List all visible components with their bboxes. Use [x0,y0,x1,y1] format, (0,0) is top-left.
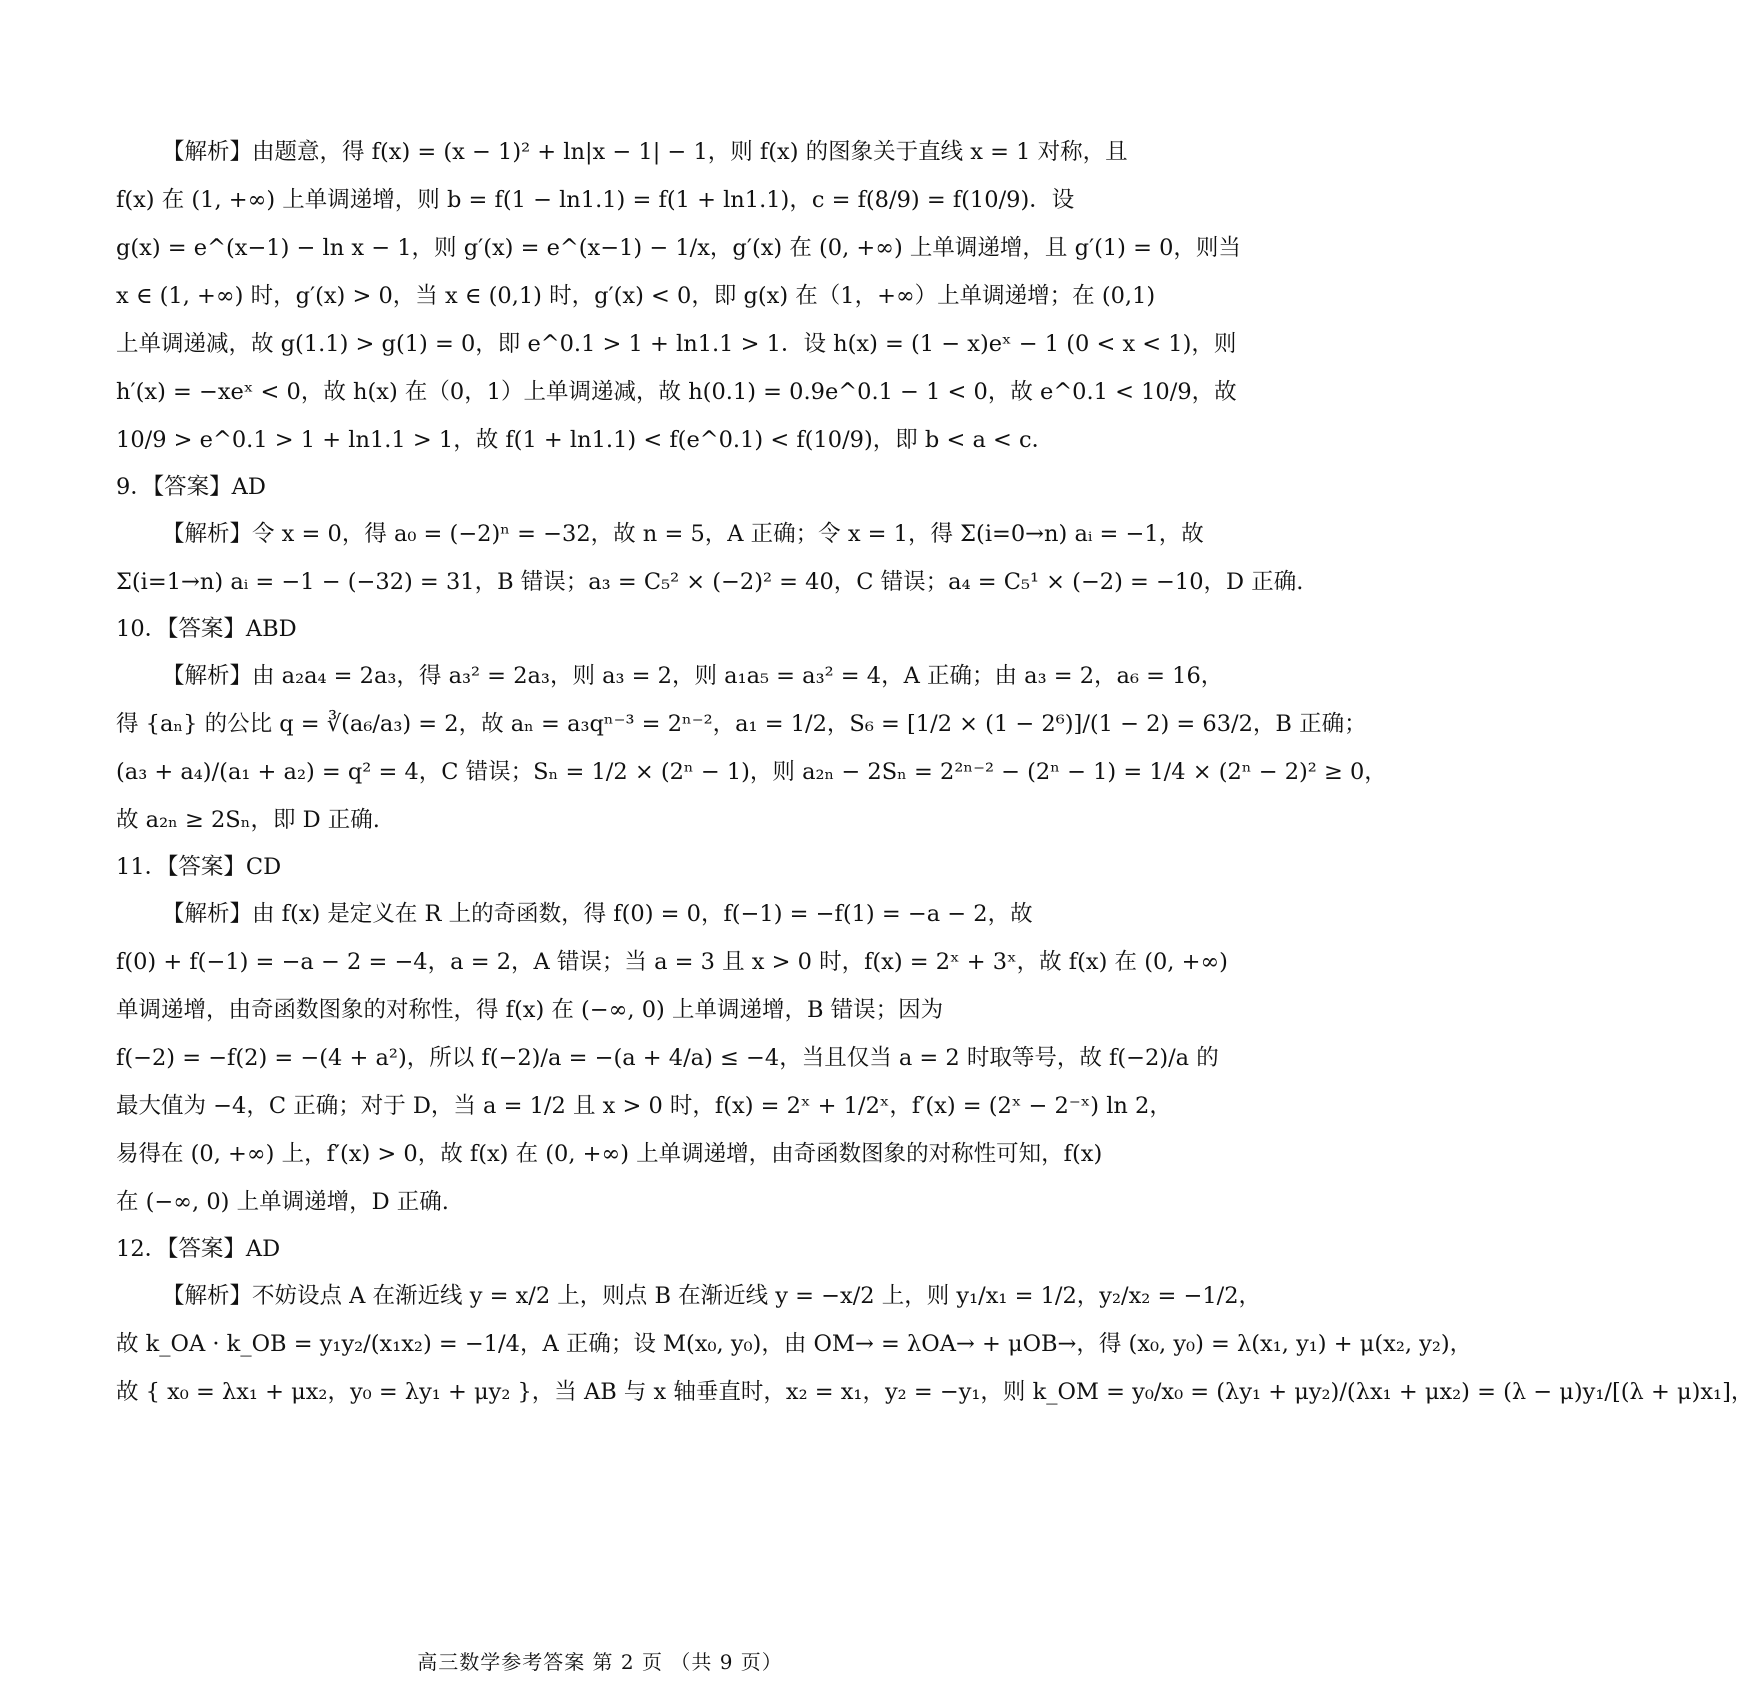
analysis-line: f(0) + f(−1) = −a − 2 = −4，a = 2，A 错误；当 a = 3 且 x > 0 时，f(x) = 2ˣ + 3ˣ，故 f(x) 在 (0, +∞) [116,949,1228,975]
analysis-line: g(x) = e^(x−1) − ln x − 1，则 g′(x) = e^(x−1) − 1/x，g′(x) 在 (0, +∞) 上单调递增，且 g′(1) = 0，则当 [116,235,1241,261]
analysis-first-line: 【解析】不妨设点 A 在渐近线 y = x/2 上，则点 B 在渐近线 y = −x/2 上，则 y₁/x₁ = 1/2，y₂/x₂ = −1/2， [162,1283,1262,1309]
section-q11 [116,844,1228,1226]
analysis-first-line: 【解析】由 f(x) 是定义在 R 上的奇函数，得 f(0) = 0，f(−1) = −f(1) = −a − 2，故 [162,901,1033,927]
analysis-first-line: 【解析】由 a₂a₄ = 2a₃，得 a₃² = 2a₃，则 a₃ = 2，则 a₁a₅ = a₃² = 4，A 正确；由 a₃ = 2，a₆ = 16， [162,663,1224,689]
analysis-line: x ∈ (1, +∞) 时，g′(x) > 0，当 x ∈ (0,1) 时，g′(x) < 0，即 g(x) 在（1，+∞）上单调递增；在 (0,1) [116,283,1156,309]
analysis-line: 故 a₂ₙ ≥ 2Sₙ，即 D 正确. [116,807,380,833]
analysis-line: 易得在 (0, +∞) 上，f′(x) > 0，故 f(x) 在 (0, +∞) 上单调递增，由奇函数图象的对称性可知，f(x) [116,1141,1103,1167]
section-q10 [116,606,1387,844]
analysis-line: h′(x) = −xeˣ < 0，故 h(x) 在（0，1）上单调递减，故 h(0.1) = 0.9e^0.1 − 1 < 0，故 e^0.1 < 10/9，故 [116,379,1237,405]
analysis-line: 最大值为 −4，C 正确；对于 D，当 a = 1/2 且 x > 0 时，f(x) = 2ˣ + 1/2ˣ，f′(x) = (2ˣ − 2⁻ˣ) ln 2， [116,1093,1172,1119]
analysis-line: 上单调递减，故 g(1.1) > g(1) = 0，即 e^0.1 > 1 + ln1.1 > 1．设 h(x) = (1 − x)eˣ − 1 (0 < x < 1)，则 [116,331,1237,357]
analysis-line: 得 {aₙ} 的公比 q = ∛(a₆/a₃) = 2，故 aₙ = a₃qⁿ⁻³ = 2ⁿ⁻²，a₁ = 1/2，S₆ = [1/2 × (1 − 2⁶)]/(1 − 2) = 63/2，B 正确； [116,711,1367,737]
analysis-line: 在 (−∞, 0) 上单调递增，D 正确. [116,1189,449,1215]
analysis-line: 故 { x₀ = λx₁ + μx₂，y₀ = λy₁ + μy₂ }，当 AB 与 x 轴垂直时，x₂ = x₁，y₂ = −y₁，则 k_OM = y₀/x₀ = (λy₁ + μy₂)/(λx₁ + μx₂) = (λ − μ)y₁/[(λ + μ)x₁]， [116,1379,1753,1405]
analysis-line: 10/9 > e^0.1 > 1 + ln1.1 > 1，故 f(1 + ln1.1) < f(e^0.1) < f(10/9)，即 b < a < c． [116,427,1055,453]
answer-heading: 11．【答案】CD [116,854,282,880]
answer-heading: 9．【答案】AD [116,474,266,500]
analysis-first-line: 【解析】由题意，得 f(x) = (x − 1)² + ln|x − 1| − 1，则 f(x) 的图象关于直线 x = 1 对称，且 [162,139,1128,165]
answer-heading: 12．【答案】AD [116,1236,281,1262]
section-q8-analysis [116,128,1241,464]
analysis-line: f(x) 在 (1, +∞) 上单调递增，则 b = f(1 − ln1.1) = f(1 + ln1.1)，c = f(8/9) = f(10/9)．设 [116,187,1075,213]
page-footer: 高三数学参考答案 第 2 页 （共 9 页） [417,1650,783,1674]
analysis-line: 单调递增，由奇函数图象的对称性，得 f(x) 在 (−∞, 0) 上单调递增，B 错误；因为 [116,997,944,1023]
analysis-line: 故 k_OA · k_OB = y₁y₂/(x₁x₂) = −1/4，A 正确；设 M(x₀, y₀)，由 OM→ = λOA→ + μOB→，得 (x₀, y₀) = λ(x₁, y₁) + μ(x₂, y₂)， [116,1331,1473,1357]
analysis-line: Σ(i=1→n) aᵢ = −1 − (−32) = 31，B 错误；a₃ = C₅² × (−2)² = 40，C 错误；a₄ = C₅¹ × (−2) = −10，D 正确. [116,569,1304,595]
analysis-line: f(−2) = −f(2) = −(4 + a²)，所以 f(−2)/a = −(a + 4/a) ≤ −4，当且仅当 a = 2 时取等号，故 f(−2)/a 的 [116,1045,1219,1071]
answer-heading: 10．【答案】ABD [116,616,297,642]
section-q12 [116,1226,1753,1416]
analysis-line: (a₃ + a₄)/(a₁ + a₂) = q² = 4，C 错误；Sₙ = 1/2 × (2ⁿ − 1)，则 a₂ₙ − 2Sₙ = 2²ⁿ⁻² − (2ⁿ − 1) = 1/4 × (2ⁿ − 2)² ≥ 0， [116,759,1387,785]
answer-content [116,128,1753,1416]
section-q9 [116,464,1304,606]
analysis-first-line: 【解析】令 x = 0，得 a₀ = (−2)ⁿ = −32，故 n = 5，A 正确；令 x = 1，得 Σ(i=0→n) aᵢ = −1，故 [162,521,1204,547]
